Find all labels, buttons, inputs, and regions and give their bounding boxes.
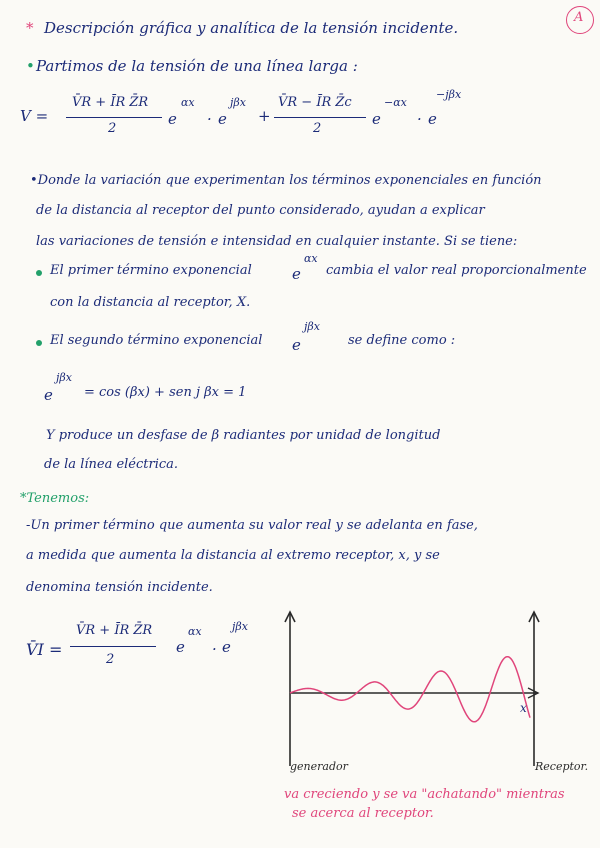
eq1-e2: e: [218, 110, 227, 128]
eq1-den1: 2: [108, 121, 117, 136]
bullet2-dot: [36, 340, 42, 346]
eq1-lhs: V =: [20, 107, 49, 125]
bullet2-text-b: se define como :: [348, 333, 456, 348]
eq3-exp1: αx: [188, 625, 202, 638]
eq3-num: V̄R + ĪR Z̄R: [76, 623, 153, 638]
page-mark: A: [574, 10, 584, 25]
eq1-num2: V̄R − ĪR Z̄c: [278, 95, 352, 110]
intro-text: Partimos de la tensión de una línea larga :: [36, 57, 358, 75]
intro-bullet: •: [26, 57, 35, 75]
eq1-exp-jbx: jβx: [230, 96, 246, 109]
bullet1-e: e: [292, 265, 301, 283]
bullet2-e: e: [292, 336, 301, 354]
page-mark-circle: [566, 6, 594, 34]
para2-line2: de la línea eléctrica.: [44, 457, 179, 472]
eq3-fraction-line: [70, 646, 156, 647]
receptor-label: Receptor.: [535, 760, 589, 773]
eq1-exp-neg-ax: −αx: [384, 96, 407, 109]
eq1-plus: +: [258, 107, 271, 125]
graph-note-line1: va creciendo y se va "achatando" mientras: [284, 787, 565, 802]
eq1-fraction-line-1: [66, 117, 162, 118]
para1-line2: de la distancia al receptor del punto considerado, ayudan a explicar: [36, 203, 485, 218]
eq1-exp-ax: αx: [181, 96, 195, 109]
eq2-exp: jβx: [56, 371, 72, 384]
eq1-e3: e: [372, 110, 381, 128]
eq1-dot2: ·: [417, 110, 422, 128]
bullet2-text-a: El segundo término exponencial: [50, 333, 263, 348]
eq3-e1: e: [176, 638, 185, 656]
incident-wave-graph: [280, 606, 550, 776]
bullet1-exp: αx: [304, 252, 318, 265]
title-star: *: [26, 19, 34, 37]
bullet1-text-a: El primer término exponencial: [50, 263, 252, 278]
tenemos-line3: denomina tensión incidente.: [26, 580, 213, 595]
eq1-den2: 2: [313, 121, 322, 136]
page-title: Descripción gráfica y analítica de la tensión incidente.: [44, 19, 459, 37]
tenemos-line1: -Un primer término que aumenta su valor real y se adelanta en fase,: [26, 518, 478, 533]
eq2-rhs: = cos (βx) + sen j βx = 1: [84, 385, 247, 400]
bullet2-exp: jβx: [304, 320, 320, 333]
eq1-num1: V̄R + ĪR Z̄R: [72, 95, 149, 110]
eq3-exp2: jβx: [232, 620, 248, 633]
bullet1-dot: [36, 270, 42, 276]
eq3-lhs: V̄I =: [26, 640, 63, 659]
eq1-fraction-line-2: [274, 117, 366, 118]
eq1-dot1: ·: [207, 110, 212, 128]
eq3-den: 2: [106, 652, 115, 667]
eq1-e4: e: [428, 110, 437, 128]
tenemos-line2: a medida que aumenta la distancia al extremo receptor, x, y se: [26, 548, 440, 563]
bullet1-line2: con la distancia al receptor, X.: [50, 295, 251, 310]
eq3-dot: ·: [212, 640, 217, 658]
eq3-e2: e: [222, 638, 231, 656]
para2-line1: Y produce un desfase de β radiantes por unidad de longitud: [46, 428, 441, 443]
incident-wave-curve: [290, 657, 530, 722]
eq1-exp-neg-jbx: −jβx: [436, 88, 462, 101]
eq2-e: e: [44, 386, 53, 404]
bullet1-text-b: cambia el valor real proporcionalmente: [326, 263, 587, 278]
generator-label: generador: [290, 760, 348, 773]
x-axis-label: x: [520, 701, 527, 715]
para1-line1: •Donde la variación que experimentan los términos exponenciales en función: [30, 173, 542, 188]
eq1-e1: e: [168, 110, 177, 128]
tenemos-heading: *Tenemos:: [20, 491, 90, 506]
graph-note-line2: se acerca al receptor.: [292, 806, 434, 821]
para1-line3: las variaciones de tensión e intensidad en cualquier instante. Si se tiene:: [36, 234, 518, 249]
